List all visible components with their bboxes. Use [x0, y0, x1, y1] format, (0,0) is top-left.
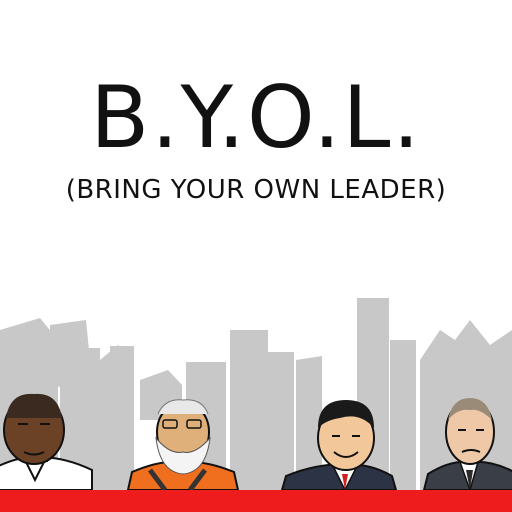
game-title: B.Y.O.L.	[90, 68, 422, 168]
game-subtitle: (BRING YOUR OWN LEADER)	[65, 175, 447, 205]
city-skyline	[0, 298, 512, 490]
red-ground-bar	[0, 490, 512, 512]
